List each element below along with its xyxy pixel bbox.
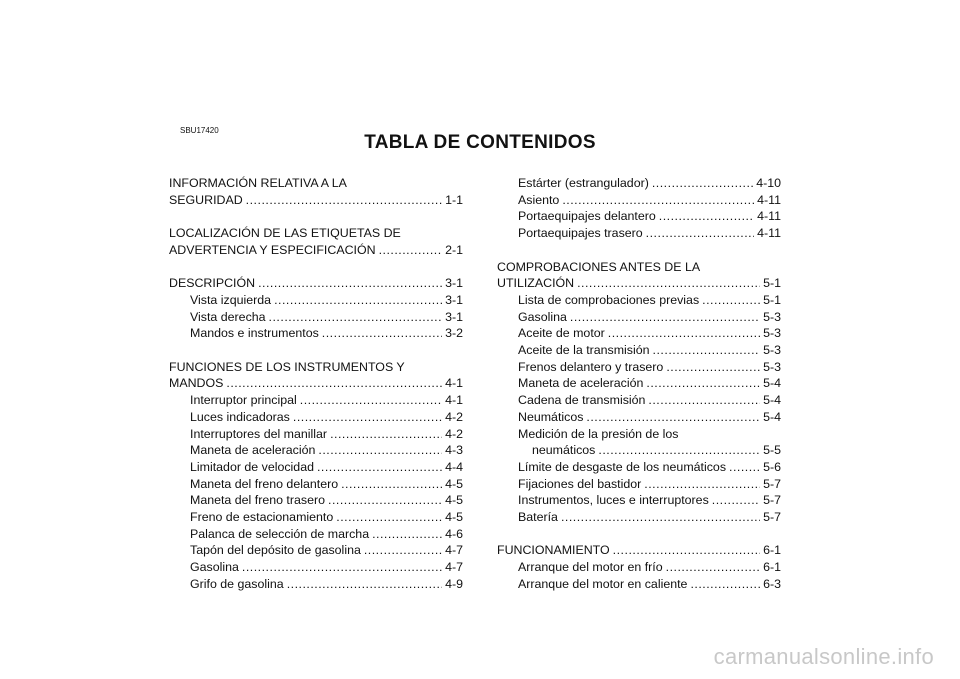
toc-page: 4-7 — [445, 560, 463, 575]
toc-section-entry[interactable] — [169, 242, 463, 259]
dot-leader — [570, 309, 760, 326]
toc-entry[interactable] — [169, 426, 463, 443]
dot-leader — [242, 559, 442, 576]
dot-leader — [608, 325, 760, 342]
toc-page: 4-5 — [445, 493, 463, 508]
dot-leader — [702, 292, 760, 309]
dot-leader — [613, 542, 760, 559]
toc-label: Fijaciones del bastidor — [518, 476, 642, 491]
toc-label: Palanca de selección de marcha — [190, 526, 370, 541]
toc-entry[interactable] — [169, 542, 463, 559]
toc-page: 5-4 — [763, 393, 781, 408]
toc-entry[interactable] — [497, 175, 781, 192]
toc-label: DESCRIPCIÓN — [169, 276, 256, 291]
toc-page: 4-5 — [445, 476, 463, 491]
dot-leader — [712, 492, 760, 509]
toc-entry[interactable] — [497, 208, 781, 225]
toc-section-entry[interactable] — [497, 275, 781, 292]
toc-page: 4-4 — [445, 459, 463, 474]
toc-page: 5-4 — [763, 409, 781, 424]
dot-leader — [341, 476, 442, 493]
dot-leader — [328, 492, 442, 509]
toc-page: 4-9 — [445, 576, 463, 591]
toc-page: 6-1 — [763, 543, 781, 558]
toc-label: Neumáticos — [518, 409, 584, 424]
toc-entry[interactable] — [169, 292, 463, 309]
toc-page: 4-1 — [445, 393, 463, 408]
toc-entry[interactable] — [497, 192, 781, 209]
toc-entry[interactable] — [497, 492, 781, 509]
dot-leader — [729, 459, 760, 476]
toc-entry[interactable] — [497, 225, 781, 242]
toc-page: 3-1 — [445, 292, 463, 307]
toc-label: Grifo de gasolina — [190, 576, 284, 591]
toc-label: Freno de estacionamiento — [190, 510, 334, 525]
toc-label: Maneta de aceleración — [518, 376, 644, 391]
toc-label: Aceite de motor — [518, 326, 605, 341]
toc-page: 4-11 — [757, 192, 781, 207]
toc-page: 4-3 — [445, 443, 463, 458]
dot-leader — [293, 409, 442, 426]
dot-leader — [372, 526, 442, 543]
toc-page: 4-6 — [445, 526, 463, 541]
toc-label: Arranque del motor en caliente — [518, 576, 688, 591]
toc-label: Arranque del motor en frío — [518, 560, 663, 575]
toc-page: 5-7 — [763, 510, 781, 525]
dot-leader — [317, 459, 442, 476]
toc-page: 5-3 — [763, 326, 781, 341]
toc-entry[interactable] — [169, 459, 463, 476]
dot-leader — [379, 242, 443, 259]
page-title: TABLA DE CONTENIDOS — [364, 132, 596, 153]
toc-entry[interactable] — [497, 576, 781, 593]
dot-leader — [246, 192, 442, 209]
toc-entry[interactable] — [497, 309, 781, 326]
dot-leader — [586, 409, 760, 426]
toc-label: neumáticos — [532, 443, 596, 458]
dot-leader — [336, 509, 442, 526]
toc-entry[interactable] — [169, 526, 463, 543]
toc-entry[interactable] — [497, 409, 781, 426]
toc-label: Luces indicadoras — [190, 409, 290, 424]
toc-label: Asiento — [518, 192, 560, 207]
toc-label: ADVERTENCIA Y ESPECIFICACIÓN — [169, 242, 376, 257]
dot-leader — [330, 426, 442, 443]
dot-leader — [318, 442, 442, 459]
toc-entry[interactable] — [497, 342, 781, 359]
dot-leader — [364, 542, 442, 559]
toc-label: Vista izquierda — [190, 292, 272, 307]
toc-entry[interactable] — [169, 476, 463, 493]
toc-label: Frenos delantero y trasero — [518, 359, 664, 374]
toc-page: 4-7 — [445, 543, 463, 558]
toc-section-entry[interactable] — [169, 375, 463, 392]
toc-label: Aceite de la transmisión — [518, 343, 650, 358]
dot-leader — [666, 559, 760, 576]
toc-page: 4-11 — [757, 226, 781, 241]
toc-page: 5-3 — [763, 343, 781, 358]
toc-label: MANDOS — [169, 376, 224, 391]
toc-page: 4-5 — [445, 510, 463, 525]
toc-label: Batería — [518, 510, 558, 525]
toc-entry[interactable] — [169, 309, 463, 326]
dot-leader — [690, 576, 760, 593]
toc-label: Interruptores del manillar — [190, 426, 328, 441]
toc-label: Cadena de transmisión — [518, 393, 646, 408]
dot-leader — [659, 208, 754, 225]
toc-left-column — [169, 175, 463, 593]
toc-page: 5-5 — [763, 443, 781, 458]
dot-leader — [300, 392, 442, 409]
toc-label: Vista derecha — [190, 309, 266, 324]
toc-entry[interactable] — [497, 442, 781, 459]
toc-label: UTILIZACIÓN — [497, 276, 575, 291]
toc-page: 5-1 — [763, 292, 781, 307]
dot-leader — [598, 442, 760, 459]
toc-page: 5-7 — [763, 476, 781, 491]
toc-page: 1-1 — [445, 192, 463, 207]
dot-leader — [562, 192, 754, 209]
toc-section-entry[interactable] — [169, 275, 463, 292]
dot-leader — [653, 342, 761, 359]
toc-label: Gasolina — [190, 560, 239, 575]
toc-label: Gasolina — [518, 309, 567, 324]
toc-entry-line1: Medición de la presión de los — [518, 426, 679, 441]
toc-label: Maneta del freno delantero — [190, 476, 339, 491]
toc-entry[interactable] — [497, 559, 781, 576]
toc-entry[interactable] — [497, 459, 781, 476]
toc-section-entry[interactable] — [169, 192, 463, 209]
toc-page: 4-2 — [445, 409, 463, 424]
toc-entry[interactable] — [169, 325, 463, 342]
toc-page: 4-1 — [445, 376, 463, 391]
toc-page: 5-6 — [763, 459, 781, 474]
toc-page: 3-1 — [445, 309, 463, 324]
toc-label: Maneta de aceleración — [190, 443, 316, 458]
toc-label: Maneta del freno trasero — [190, 493, 325, 508]
toc-page: 3-1 — [445, 276, 463, 291]
toc-entry[interactable] — [497, 359, 781, 376]
toc-label: Portaequipajes trasero — [518, 226, 643, 241]
toc-page: 6-1 — [763, 560, 781, 575]
toc-label: SEGURIDAD — [169, 192, 243, 207]
toc-page: 3-2 — [445, 326, 463, 341]
toc-entry[interactable] — [497, 325, 781, 342]
toc-entry[interactable] — [169, 409, 463, 426]
watermark-text: carmanualsonline.info — [713, 644, 934, 669]
dot-leader — [577, 275, 760, 292]
toc-label: Mandos e instrumentos — [190, 326, 319, 341]
toc-entry[interactable] — [497, 392, 781, 409]
dot-leader — [274, 292, 442, 309]
dot-leader — [258, 275, 442, 292]
toc-page: 2-1 — [445, 242, 463, 257]
toc-right-column — [497, 175, 781, 593]
toc-page: 6-3 — [763, 576, 781, 591]
dot-leader — [287, 576, 442, 593]
toc-label: Instrumentos, luces e interruptores — [518, 493, 709, 508]
toc-page: 4-11 — [757, 209, 781, 224]
toc-entry[interactable] — [169, 442, 463, 459]
toc-label: FUNCIONAMIENTO — [497, 543, 610, 558]
toc-label: Lista de comprobaciones previas — [518, 292, 700, 307]
dot-leader — [646, 375, 760, 392]
toc-page: 4-10 — [756, 176, 781, 190]
toc-entry[interactable] — [497, 476, 781, 493]
toc-entry[interactable] — [169, 509, 463, 526]
dot-leader — [561, 509, 760, 526]
toc-entry[interactable] — [497, 375, 781, 392]
toc-page: 5-3 — [763, 309, 781, 324]
toc-label: Limitador de velocidad — [190, 459, 314, 474]
toc-page: 4-2 — [445, 426, 463, 441]
dot-leader — [646, 225, 754, 242]
toc-entry[interactable] — [169, 576, 463, 593]
toc-section-title: INFORMACIÓN RELATIVA A LA — [169, 176, 347, 190]
toc-label: Portaequipajes delantero — [518, 209, 656, 224]
dot-leader — [269, 309, 443, 326]
dot-leader — [666, 359, 760, 376]
dot-leader — [648, 392, 760, 409]
toc-entry[interactable] — [169, 492, 463, 509]
dot-leader — [322, 325, 442, 342]
toc-entry[interactable] — [169, 392, 463, 409]
toc-page: 5-3 — [763, 359, 781, 374]
dot-leader — [226, 375, 442, 392]
toc-label: Estárter (estrangulador) — [518, 176, 649, 190]
toc-entry[interactable] — [497, 509, 781, 526]
toc-entry[interactable] — [497, 292, 781, 309]
toc-page: 5-1 — [763, 276, 781, 291]
toc-label: Tapón del depósito de gasolina — [190, 543, 361, 558]
toc-label: Interruptor principal — [190, 393, 297, 408]
toc-section-entry[interactable] — [497, 542, 781, 559]
toc-label: Límite de desgaste de los neumáticos — [518, 459, 727, 474]
document-code: SBU17420 — [180, 126, 219, 135]
toc-entry[interactable] — [169, 559, 463, 576]
toc-page: 5-4 — [763, 376, 781, 391]
dot-leader — [652, 175, 753, 192]
toc-page: 5-7 — [763, 493, 781, 508]
toc-section-title: FUNCIONES DE LOS INSTRUMENTOS Y — [169, 359, 405, 374]
toc-section-title: LOCALIZACIÓN DE LAS ETIQUETAS DE — [169, 226, 401, 241]
dot-leader — [644, 476, 760, 493]
toc-section-title: COMPROBACIONES ANTES DE LA — [497, 259, 701, 274]
